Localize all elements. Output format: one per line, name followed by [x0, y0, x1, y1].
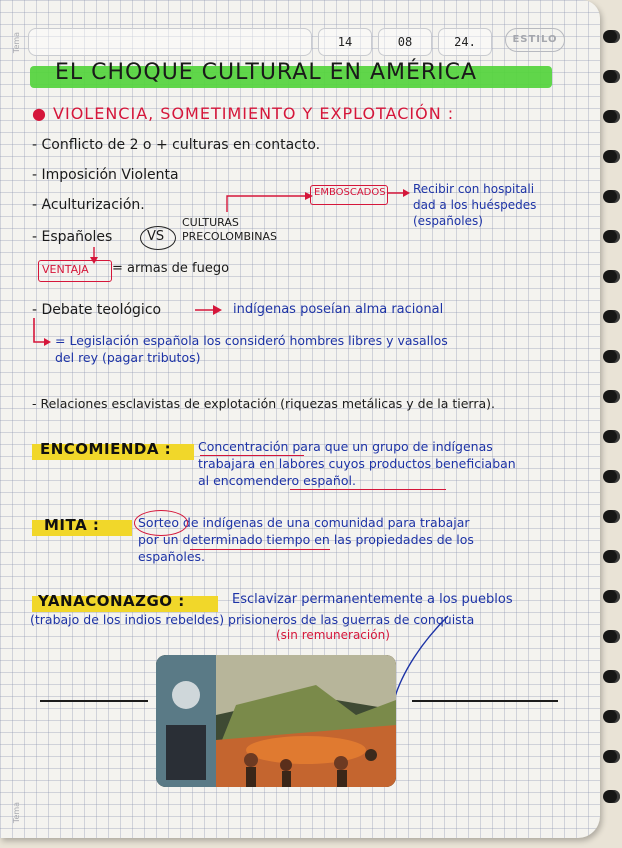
cultures-label: CULTURAS PRECOLOMBINAS [182, 216, 277, 243]
brand-logo: ESTILO [505, 28, 565, 52]
mita-title: MITA : [44, 516, 100, 534]
spiral-ring [603, 750, 620, 763]
spiral-ring [603, 230, 620, 243]
encomendero-underline [290, 489, 446, 490]
illustration-art [156, 655, 396, 787]
yanaconazgo-text-2: (trabajo de los indios rebeldes) prisioneros de las guerras de conquista [30, 612, 475, 627]
ambush-result: Recibir con hospitali dad a los huéspedes (españoles) [413, 182, 537, 228]
vs-label: VS [147, 229, 165, 244]
bullet-slavery: - Relaciones esclavistas de explotación (riquezas metálicas y de la tierra). [32, 396, 495, 411]
spiral-ring [603, 550, 620, 563]
yanaconazgo-text-1: Esclavizar permanentemente a los pueblos [232, 592, 513, 607]
divider-right [412, 700, 558, 702]
encomienda-text: Concentración para que un grupo de indígenas trabajara en labores cuyos productos beneficiaban al encomendero español. [198, 439, 516, 488]
spiral-ring [603, 30, 620, 43]
spiral-ring [603, 310, 620, 323]
sorteo-circle [134, 510, 188, 536]
spiral-ring [603, 590, 620, 603]
date-day: 14 [318, 28, 372, 56]
bullet-dot: ● [32, 104, 54, 123]
bullet-conflict: - Conflicto de 2 o + culturas en contacto. [32, 137, 321, 153]
spiral-ring [603, 470, 620, 483]
header-title-field [28, 28, 312, 56]
date-year: 24. [438, 28, 492, 56]
spiral-ring [603, 790, 620, 803]
yanaconazgo-title: YANACONAZGO : [38, 592, 185, 610]
debate-result: indígenas poseían alma racional [233, 302, 444, 317]
divider-left [40, 700, 148, 702]
yanaconazgo-note: (sin remuneración) [276, 628, 390, 642]
date-month: 08 [378, 28, 432, 56]
side-label-top: Tema [12, 31, 22, 54]
spiral-ring [603, 430, 620, 443]
spiral-ring [603, 190, 620, 203]
spiral-ring [603, 150, 620, 163]
spiral-ring [603, 110, 620, 123]
tiempo-underline [190, 549, 330, 550]
arrow-icon [387, 188, 411, 198]
legislation-text: = Legislación española los consideró hombres libres y vasallos del rey (pagar tributos) [55, 333, 448, 365]
advantage-label: VENTAJA [42, 263, 89, 276]
spiral-ring [603, 390, 620, 403]
spiral-ring [603, 670, 620, 683]
bullet-spaniards: - Españoles [32, 229, 113, 245]
spiral-ring [603, 710, 620, 723]
bullet-imposition: - Imposición Violenta [32, 167, 179, 183]
spiral-ring [603, 70, 620, 83]
page-title: EL CHOQUE CULTURAL EN AMÉRICA [55, 60, 478, 85]
section-heading: ● VIOLENCIA, SOMETIMIENTO Y EXPLOTACIÓN : [32, 104, 455, 123]
mita-text: Sorteo de indígenas de una comunidad para trabajar por un determinado tiempo en las propiedades de los españoles. [138, 515, 474, 564]
bullet-debate: - Debate teológico [32, 302, 162, 318]
bullet-acculturation: - Aculturización. [32, 197, 145, 213]
encomienda-underline [200, 455, 304, 456]
return-arrow-icon [30, 318, 52, 348]
spiral-ring [603, 510, 620, 523]
arrow-icon [195, 304, 223, 316]
side-label-bottom: Tema [12, 801, 22, 824]
spiral-ring [603, 630, 620, 643]
ambush-label: EMBOSCADOS [314, 187, 386, 198]
historical-illustration [156, 655, 396, 787]
pointer-line [392, 612, 452, 702]
advantage-text: = armas de fuego [112, 261, 230, 276]
spiral-ring [603, 350, 620, 363]
encomienda-title: ENCOMIENDA : [40, 440, 172, 458]
spiral-ring [603, 270, 620, 283]
